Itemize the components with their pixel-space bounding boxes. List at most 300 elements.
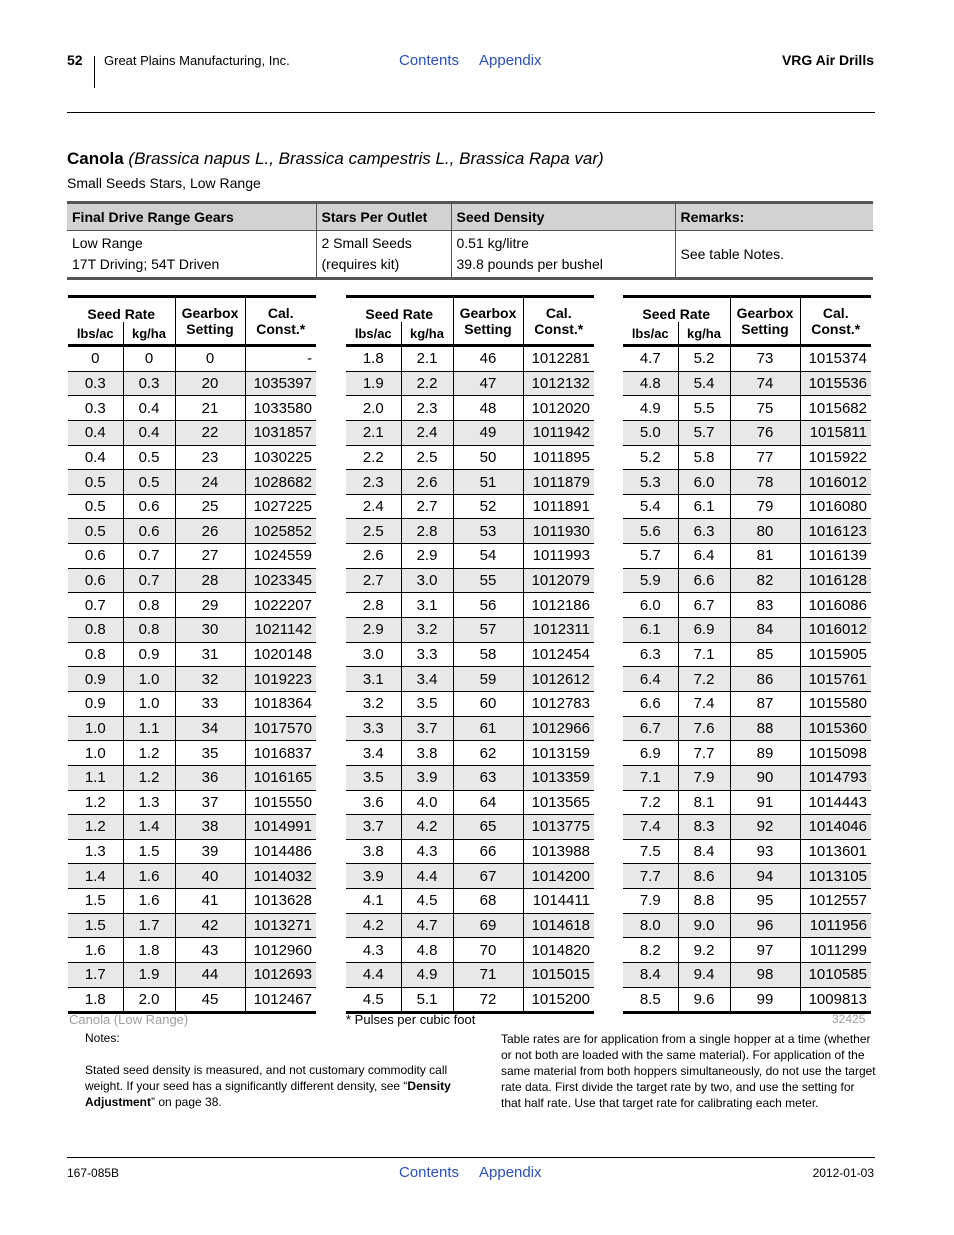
kg-ha-cell: 4.0 (401, 790, 453, 815)
stars-count: 2 Small Seeds (321, 235, 412, 251)
gearbox-cell: 38 (175, 815, 245, 840)
gearbox-header-line: Gearbox (459, 305, 517, 321)
table-row (623, 420, 871, 445)
gearbox-cell: 37 (175, 790, 245, 815)
cal-const-cell: 1013159 (523, 741, 594, 766)
cal-const-cell: 1015374 (800, 346, 871, 372)
lbs-ac-cell: 0.8 (68, 642, 123, 667)
cal-const-cell: 1015580 (800, 691, 871, 716)
kg-ha-cell: 0.4 (123, 396, 175, 421)
rate-table (68, 295, 316, 1014)
kg-ha-cell: 4.5 (401, 889, 453, 914)
table-row (68, 963, 316, 988)
table-row (346, 839, 594, 864)
kg-ha-cell: 0.7 (123, 544, 175, 569)
lbs-ac-cell: 0.7 (68, 593, 123, 618)
lbs-ac-cell: 2.6 (346, 544, 401, 569)
gearbox-cell: 35 (175, 741, 245, 766)
cal-const-cell: 1033580 (245, 396, 316, 421)
lbs-ac-cell: 3.1 (346, 667, 401, 692)
lbs-ac-cell: 4.1 (346, 889, 401, 914)
cal-const-cell: 1012311 (523, 618, 594, 643)
kg-ha-cell: 5.1 (401, 987, 453, 1013)
kg-ha-cell: 7.1 (678, 642, 730, 667)
kg-ha-cell: 5.8 (678, 445, 730, 470)
kg-ha-cell: 3.9 (401, 765, 453, 790)
table-row (68, 667, 316, 692)
gearbox-cell: 96 (730, 913, 800, 938)
kg-ha-cell: 2.7 (401, 494, 453, 519)
drive-range: Low Range (72, 235, 143, 251)
gearbox-cell: 58 (453, 642, 523, 667)
kg-ha-cell: 5.7 (678, 420, 730, 445)
kg-ha-cell: 4.8 (401, 938, 453, 963)
kg-ha-cell: 0.6 (123, 494, 175, 519)
gearbox-cell: 33 (175, 691, 245, 716)
kg-ha-cell: 6.6 (678, 568, 730, 593)
cal-const-cell: 1014200 (523, 864, 594, 889)
company-name: Great Plains Manufacturing, Inc. (104, 53, 290, 68)
cal-const-cell: 1013628 (245, 889, 316, 914)
figure-caption: Canola (Low Range) (69, 1012, 189, 1027)
table-row (68, 494, 316, 519)
cal-const-cell: 1031857 (245, 420, 316, 445)
header-divider (94, 56, 95, 88)
cal-const-cell: 1011993 (523, 544, 594, 569)
lbs-ac-cell: 0.8 (68, 618, 123, 643)
kg-ha-cell: 0.6 (123, 519, 175, 544)
table-row (623, 963, 871, 988)
table-row (346, 420, 594, 445)
notes-title: Notes: (85, 1031, 120, 1045)
table-row (623, 519, 871, 544)
kg-ha-cell: 0.5 (123, 470, 175, 495)
seed-rate-header: Seed Rate (623, 297, 730, 323)
lbs-ac-cell: 0.4 (68, 420, 123, 445)
lbs-ac-cell: 2.2 (346, 445, 401, 470)
lbs-ac-cell: 0.4 (68, 445, 123, 470)
kg-ha-cell: 0.5 (123, 445, 175, 470)
lbs-ac-cell: 1.1 (68, 765, 123, 790)
kg-ha-cell: 8.6 (678, 864, 730, 889)
gearbox-cell: 54 (453, 544, 523, 569)
cal-const-cell: 1014032 (245, 864, 316, 889)
lbs-ac-cell: 1.8 (68, 987, 123, 1013)
table-row (623, 667, 871, 692)
table-row (623, 913, 871, 938)
kg-ha-cell: 2.9 (401, 544, 453, 569)
table-row (68, 568, 316, 593)
footer-contents-link[interactable]: Contents (399, 1164, 460, 1181)
lbs-ac-cell: 7.2 (623, 790, 678, 815)
table-row (346, 519, 594, 544)
kg-ha-cell: 4.4 (401, 864, 453, 889)
gearbox-cell: 80 (730, 519, 800, 544)
lbs-ac-cell: 3.9 (346, 864, 401, 889)
cal-const-cell: 1014618 (523, 913, 594, 938)
lbs-ac-cell: 6.3 (623, 642, 678, 667)
gearbox-header (175, 297, 245, 346)
kg-ha-cell: 1.9 (123, 963, 175, 988)
crop-name: Canola (67, 149, 124, 168)
cal-const-cell: 1016128 (800, 568, 871, 593)
gearbox-cell: 70 (453, 938, 523, 963)
table-row (623, 839, 871, 864)
kg-ha-cell: 0 (123, 346, 175, 372)
table-row (346, 494, 594, 519)
kg-ha-cell: 9.2 (678, 938, 730, 963)
lbs-ac-cell: 8.2 (623, 938, 678, 963)
cal-const-cell: 1015200 (523, 987, 594, 1013)
lbs-ac-cell: 6.4 (623, 667, 678, 692)
lbs-ac-cell: 1.3 (68, 839, 123, 864)
gearbox-cell: 91 (730, 790, 800, 815)
cal-header-line: Cal. (545, 305, 572, 321)
cal-const-cell: 1013775 (523, 815, 594, 840)
cal-const-cell: - (245, 346, 316, 372)
kg-ha-cell: 3.1 (401, 593, 453, 618)
cal-const-cell: 1011879 (523, 470, 594, 495)
kg-ha-cell: 9.0 (678, 913, 730, 938)
cal-const-cell: 1016080 (800, 494, 871, 519)
cal-const-cell: 1013271 (245, 913, 316, 938)
gearbox-cell: 64 (453, 790, 523, 815)
table-row (346, 889, 594, 914)
drive-gears: 17T Driving; 54T Driven (72, 256, 220, 272)
gearbox-cell: 56 (453, 593, 523, 618)
table-row (346, 790, 594, 815)
lbs-ac-cell: 0.5 (68, 470, 123, 495)
gearbox-cell: 32 (175, 667, 245, 692)
cal-header-line: Const.* (534, 321, 584, 337)
table-row (623, 790, 871, 815)
cal-const-cell: 1014793 (800, 765, 871, 790)
gearbox-header-line: Gearbox (181, 305, 239, 321)
gearbox-cell: 94 (730, 864, 800, 889)
remarks-cell: See table Notes. (675, 231, 873, 279)
gearbox-cell: 84 (730, 618, 800, 643)
summary-header-cell: Seed Density (451, 203, 675, 231)
gearbox-header (730, 297, 800, 346)
cal-const-cell: 1015682 (800, 396, 871, 421)
table-row (346, 667, 594, 692)
cal-const-cell: 1016086 (800, 593, 871, 618)
gearbox-cell: 23 (175, 445, 245, 470)
lbs-ac-cell: 0.9 (68, 691, 123, 716)
cal-const-header (245, 297, 316, 346)
kg-ha-cell: 9.6 (678, 987, 730, 1013)
cal-const-cell: 1015922 (800, 445, 871, 470)
lbs-ac-cell: 4.8 (623, 371, 678, 396)
cal-const-cell: 1013601 (800, 839, 871, 864)
page-number: 52 (67, 52, 83, 68)
gearbox-cell: 59 (453, 667, 523, 692)
lbs-ac-cell: 1.2 (68, 815, 123, 840)
cal-const-cell: 1014411 (523, 889, 594, 914)
kg-ha-cell: 2.4 (401, 420, 453, 445)
kg-ha-cell: 0.7 (123, 568, 175, 593)
summary-row (67, 231, 873, 279)
cal-const-cell: 1012783 (523, 691, 594, 716)
kg-ha-header: kg/ha (123, 322, 175, 346)
table-row (346, 346, 594, 372)
table-row (68, 716, 316, 741)
gearbox-cell: 52 (453, 494, 523, 519)
rate-table-body (68, 346, 316, 1013)
gearbox-cell: 49 (453, 420, 523, 445)
table-row (623, 642, 871, 667)
kg-ha-cell: 5.2 (678, 346, 730, 372)
lbs-ac-cell: 6.0 (623, 593, 678, 618)
header-appendix-link[interactable]: Appendix (479, 52, 542, 69)
table-row (68, 642, 316, 667)
lbs-ac-cell: 3.0 (346, 642, 401, 667)
cal-const-cell: 1022207 (245, 593, 316, 618)
notes-hopper: Table rates are for application from a single hopper at a time (whether or not both are loaded with the same material). For application of the same material from both hoppers simultaneously, do not use the target rate data. First divide the target rate by two, and use the setting for that half rate. Use that target rate for calibrating each meter. (501, 1032, 876, 1110)
lbs-ac-cell: 6.9 (623, 741, 678, 766)
lbs-ac-header: lbs/ac (623, 322, 678, 346)
density-cell (451, 231, 675, 279)
kg-ha-cell: 8.1 (678, 790, 730, 815)
rate-table-block (346, 295, 594, 1014)
kg-ha-cell: 7.9 (678, 765, 730, 790)
gearbox-cell: 36 (175, 765, 245, 790)
density-adjustment-link[interactable]: Density Adjustment (85, 1079, 451, 1109)
lbs-ac-cell: 0.3 (68, 396, 123, 421)
table-row (623, 470, 871, 495)
table-row (68, 618, 316, 643)
gearbox-header (453, 297, 523, 346)
cal-const-cell: 1012020 (523, 396, 594, 421)
cal-const-cell: 1011956 (800, 913, 871, 938)
gearbox-cell: 74 (730, 371, 800, 396)
table-row (68, 519, 316, 544)
cal-header-line: Const.* (811, 321, 861, 337)
lbs-ac-cell: 1.2 (68, 790, 123, 815)
lbs-ac-cell: 6.6 (623, 691, 678, 716)
table-row (68, 544, 316, 569)
cal-const-cell: 1012693 (245, 963, 316, 988)
table-row (623, 445, 871, 470)
kg-ha-cell: 8.3 (678, 815, 730, 840)
kg-ha-cell: 3.7 (401, 716, 453, 741)
gearbox-cell: 30 (175, 618, 245, 643)
table-row (623, 494, 871, 519)
table-row (68, 346, 316, 372)
table-row (68, 420, 316, 445)
table-row (623, 568, 871, 593)
kg-ha-cell: 9.4 (678, 963, 730, 988)
gearbox-cell: 92 (730, 815, 800, 840)
table-row (346, 371, 594, 396)
gearbox-cell: 53 (453, 519, 523, 544)
lbs-ac-cell: 4.7 (623, 346, 678, 372)
document-number: 167-085B (67, 1166, 120, 1180)
lbs-ac-cell: 6.7 (623, 716, 678, 741)
header-contents-link[interactable]: Contents (399, 52, 460, 69)
table-row (346, 765, 594, 790)
cal-const-header (523, 297, 594, 346)
lbs-ac-cell: 1.7 (68, 963, 123, 988)
gearbox-cell: 48 (453, 396, 523, 421)
cal-const-cell: 1012079 (523, 568, 594, 593)
kg-ha-cell: 7.6 (678, 716, 730, 741)
table-row (623, 987, 871, 1013)
kg-ha-cell: 8.4 (678, 839, 730, 864)
gearbox-cell: 51 (453, 470, 523, 495)
table-row (346, 445, 594, 470)
table-row (68, 839, 316, 864)
gearbox-cell: 73 (730, 346, 800, 372)
cal-const-cell: 1012132 (523, 371, 594, 396)
lbs-ac-cell: 5.2 (623, 445, 678, 470)
kg-ha-cell: 3.4 (401, 667, 453, 692)
product-name: VRG Air Drills (781, 52, 874, 68)
cal-const-cell: 1023345 (245, 568, 316, 593)
cal-const-cell: 1011930 (523, 519, 594, 544)
lbs-ac-cell: 8.5 (623, 987, 678, 1013)
cal-const-cell: 1015536 (800, 371, 871, 396)
table-row (68, 396, 316, 421)
lbs-ac-header: lbs/ac (346, 322, 401, 346)
kg-ha-cell: 1.4 (123, 815, 175, 840)
table-row (68, 815, 316, 840)
footer-appendix-link[interactable]: Appendix (479, 1164, 542, 1181)
kg-ha-cell: 1.2 (123, 765, 175, 790)
cal-const-cell: 1014820 (523, 938, 594, 963)
gearbox-cell: 69 (453, 913, 523, 938)
kg-ha-header: kg/ha (678, 322, 730, 346)
table-row (346, 938, 594, 963)
cal-const-cell: 1020148 (245, 642, 316, 667)
lbs-ac-cell: 4.2 (346, 913, 401, 938)
gearbox-header-line: Setting (464, 321, 512, 337)
kg-ha-cell: 0.9 (123, 642, 175, 667)
kg-ha-header: kg/ha (401, 322, 453, 346)
cal-const-cell: 1011942 (523, 420, 594, 445)
gearbox-cell: 97 (730, 938, 800, 963)
gearbox-cell: 46 (453, 346, 523, 372)
kg-ha-cell: 6.0 (678, 470, 730, 495)
density-metric: 0.51 kg/litre (456, 235, 529, 251)
cal-const-cell: 1013359 (523, 765, 594, 790)
page-subtitle: Small Seeds Stars, Low Range (67, 175, 261, 191)
table-row (623, 765, 871, 790)
kg-ha-cell: 0.8 (123, 618, 175, 643)
gearbox-cell: 25 (175, 494, 245, 519)
table-row (623, 371, 871, 396)
lbs-ac-cell: 5.0 (623, 420, 678, 445)
kg-ha-cell: 6.7 (678, 593, 730, 618)
gearbox-cell: 27 (175, 544, 245, 569)
kg-ha-cell: 1.5 (123, 839, 175, 864)
table-row (68, 765, 316, 790)
lbs-ac-cell: 3.3 (346, 716, 401, 741)
lbs-ac-cell: 1.0 (68, 716, 123, 741)
header-rule (67, 112, 875, 113)
summary-table (67, 201, 873, 280)
lbs-ac-cell: 1.4 (68, 864, 123, 889)
lbs-ac-cell: 4.5 (346, 987, 401, 1013)
cal-const-cell: 1013105 (800, 864, 871, 889)
table-row (623, 691, 871, 716)
lbs-ac-cell: 0.3 (68, 371, 123, 396)
table-row (623, 593, 871, 618)
density-imperial: 39.8 pounds per bushel (456, 256, 603, 272)
summary-header-row (67, 203, 873, 231)
kg-ha-cell: 4.2 (401, 815, 453, 840)
notes-density-text: Stated seed density is measured, and not customary commodity call weight. If your seed has a significantly different density, see “ (85, 1063, 448, 1093)
cal-const-cell: 1012467 (245, 987, 316, 1013)
gearbox-cell: 65 (453, 815, 523, 840)
lbs-ac-cell: 1.5 (68, 913, 123, 938)
table-row (623, 618, 871, 643)
gearbox-header-line: Setting (741, 321, 789, 337)
cal-const-cell: 1012281 (523, 346, 594, 372)
cal-const-cell: 1018364 (245, 691, 316, 716)
cal-const-cell: 1012557 (800, 889, 871, 914)
kg-ha-cell: 3.8 (401, 741, 453, 766)
gearbox-cell: 67 (453, 864, 523, 889)
table-row (68, 790, 316, 815)
kg-ha-cell: 6.9 (678, 618, 730, 643)
kg-ha-cell: 3.5 (401, 691, 453, 716)
gearbox-cell: 87 (730, 691, 800, 716)
lbs-ac-cell: 7.1 (623, 765, 678, 790)
summary-header-cell: Stars Per Outlet (316, 203, 451, 231)
cal-const-cell: 1025852 (245, 519, 316, 544)
gearbox-cell: 76 (730, 420, 800, 445)
lbs-ac-cell: 2.1 (346, 420, 401, 445)
lbs-ac-cell: 3.7 (346, 815, 401, 840)
gearbox-cell: 68 (453, 889, 523, 914)
lbs-ac-cell: 5.3 (623, 470, 678, 495)
table-row (346, 913, 594, 938)
gearbox-cell: 20 (175, 371, 245, 396)
lbs-ac-cell: 3.4 (346, 741, 401, 766)
notes-density-tail: ” on page 38. (151, 1095, 222, 1109)
gearbox-cell: 50 (453, 445, 523, 470)
gearbox-cell: 88 (730, 716, 800, 741)
table-row (68, 987, 316, 1013)
stars-kit: (requires kit) (321, 256, 400, 272)
lbs-ac-cell: 3.2 (346, 691, 401, 716)
kg-ha-cell: 1.3 (123, 790, 175, 815)
cal-const-cell: 1014443 (800, 790, 871, 815)
summary-header-cell: Remarks: (675, 203, 873, 231)
lbs-ac-cell: 2.7 (346, 568, 401, 593)
stars-cell (316, 231, 451, 279)
figure-number: 32425 (832, 1012, 866, 1026)
cal-const-cell: 1011891 (523, 494, 594, 519)
rate-table (623, 295, 871, 1014)
gearbox-cell: 26 (175, 519, 245, 544)
gearbox-cell: 39 (175, 839, 245, 864)
cal-const-cell: 1017570 (245, 716, 316, 741)
cal-const-cell: 1019223 (245, 667, 316, 692)
document-date: 2012-01-03 (812, 1166, 874, 1180)
rate-table (346, 295, 594, 1014)
gearbox-cell: 22 (175, 420, 245, 445)
kg-ha-cell: 3.2 (401, 618, 453, 643)
kg-ha-cell: 1.1 (123, 716, 175, 741)
kg-ha-cell: 1.0 (123, 691, 175, 716)
cal-const-cell: 1012454 (523, 642, 594, 667)
gearbox-cell: 85 (730, 642, 800, 667)
gearbox-cell: 31 (175, 642, 245, 667)
summary-header-cell: Final Drive Range Gears (67, 203, 316, 231)
cal-header-line: Const.* (256, 321, 306, 337)
